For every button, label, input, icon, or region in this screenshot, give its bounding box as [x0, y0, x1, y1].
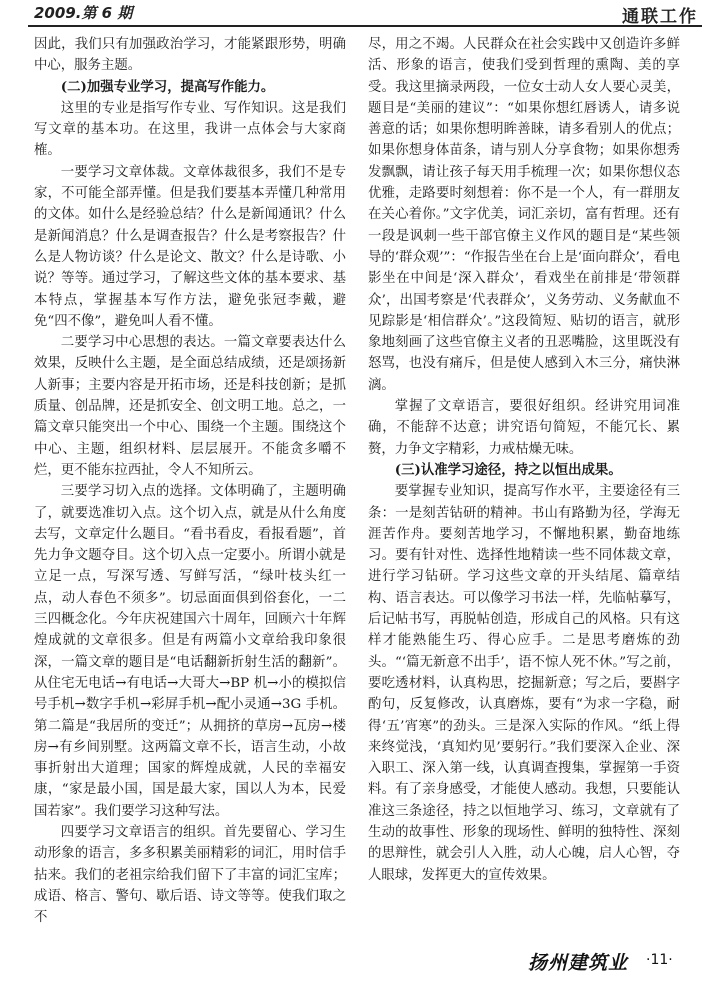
- paragraph: 三要学习切入点的选择。文体明确了，主题明确了，就要选准切入点。这个切入点，就是从什么角度去写，文章定什么题目。“看书看皮，看报看题”，首先力争文题夺目。这个切入点一定要小。所谓小就是立足一点，写深写透、写鲜写活，“绿叶枝头红一点，动人春色不须多”。切忌面面俱到俗套化，一二三四概念化。今年庆祝建国六十周年，回顾六十年辉煌成就的文章很多。但是有两篇小文章给我印象很深，一篇文章的题目是“电话翻新折射生活的翻新”。从住宅无电话→有电话→大哥大→BP 机→小的模拟信号手机→数字手机→彩屏手机→配小灵通→3G 手机。第二篇是“我居所的变迁”；从拥挤的草房→瓦房→楼房→有乡间别墅。这两篇文章不长，语言生动，小故事折射出大道理；国家的辉煌成就，人民的幸福安康，“家是最小国，国是最大家，国以人为本，民爱国若家”。我们要学习这种写法。: [34, 484, 346, 819]
- paragraph: 一要学习文章体裁。文章体裁很多，我们不是专家，不可能全部弄懂。但是我们要基本弄懂几种常用的文体。如什么是经验总结？什么是新闻通讯？什么是新闻消息？什么是调查报告？什么是考察报告？什么是人物访谈？什么是论文、散文？什么是诗歌、小说？等等。通过学习，了解这些文体的基本要求、基本特点，掌握基本写作方法，避免张冠李戴，避免“四不像”，避免叫人看不懂。: [34, 164, 346, 329]
- header-rule: [28, 25, 702, 27]
- left-column: [34, 34, 346, 928]
- page-number: ·11·: [646, 952, 673, 968]
- section-heading: (三)认准学习途径，持之以恒出成果。: [394, 461, 622, 478]
- column-title: 通联工作: [622, 7, 698, 27]
- paragraph: 这里的专业是指写作专业、写作知识。这是我们写文章的基本功。在这里，我讲一点体会与大家商榷。: [34, 100, 346, 159]
- paragraph: 尽，用之不竭。人民群众在社会实践中又创造许多鲜活、形象的语言，使我们受到哲理的熏陶、美的享受。我这里摘录两段，一位女士动人女人要心灵美，题目是“美丽的建议”：“如果你想红唇诱人，请多说善意的话；如果你想明眸善睐，请多看别人的优点；如果你想身体苗条，请与别人分享食物；如果你想秀发飘飘，请让孩子每天用手梳理一次；如果你想仪态优雅，走路要时刻想着：你不是一个人，有一群朋友在关心着你。”文字优美，词汇亲切，富有哲理。还有一段是讽刺一些干部官僚主义作风的题目是“某些领导的‘群众观’”：“作报告坐在台上是‘面向群众’，看电影坐在中间是‘深入群众’，看戏坐在前排是‘带领群众’，出国考察是‘代表群众’，义务劳动、义务献血不见踪影是‘相信群众’。”这段简短、贴切的语言，就形象地刻画了这些官僚主义者的丑恶嘴脸，这里既没有怒骂，也没有痛斥，但是使人感到入木三分，痛快淋漓。: [368, 37, 680, 393]
- right-column: [368, 34, 680, 886]
- paragraph: 二要学习中心思想的表达。一篇文章要表达什么效果，反映什么主题，是全面总结成绩，还是颂扬新人新事；主要内容是开拓市场，还是科技创新；是抓质量、创品牌，还是抓安全、创文明工地。总之，一篇文章只能突出一个中心、围绕一个主题。围绕这个中心、主题，组织材料、层层展开。不能贪多嚼不烂，更不能东拉西扯，令人不知所云。: [34, 335, 346, 478]
- paragraph: 因此，我们只有加强政治学习，才能紧跟形势，明确中心，服务主题。: [34, 37, 346, 74]
- section-heading: (二)加强专业学习，提高写作能力。: [60, 78, 275, 95]
- paragraph: 四要学习文章语言的组织。首先要留心、学习生动形象的语言，多多积累美丽精彩的词汇，用时信手拈来。我们的老祖宗给我们留下了丰富的词汇宝库；成语、格言、警句、歇后语、诗文等等。使我们取之不: [34, 824, 346, 926]
- paragraph: 要掌握专业知识，提高写作水平，主要途径有三条：一是刻苦钻研的精神。书山有路勤为径，学海无涯苦作舟。要刻苦地学习，不懈地积累，勤奋地练习。要有针对性、选择性地精读一些不同体裁文章，进行学习钻研。学习这些文章的开头结尾、篇章结构、语言表达。可以像学习书法一样，先临帖摹写，后记帖书写，再脱帖创造，形成自己的风格。只有这样才能熟能生巧、得心应手。二是思考磨炼的劲头。“‘篇无新意不出手’，语不惊人死不休。”写之前，要吃透材料，认真构思，挖掘新意；写之后，要斟字酌句，反复修改，认真磨炼，要有“为求一字稳，耐得‘五’宵寒”的劲头。三是深入实际的作风。“纸上得来终觉浅，‘真知灼见’要躬行。”我们要深入企业、深入职工、深入第一线，认真调查搜集，掌握第一手资料。有了亲身感受，才能使人感动。我想，只要能认准这三条途径，持之以恒地学习、练习，文章就有了生动的故事性、形象的现场性、鲜明的独特性、深刻的思辩性，就会引人入胜，动人心魄，启人心智，夺人眼球，发挥更大的宣传效果。: [368, 484, 680, 883]
- paragraph: 掌握了文章语言，要很好组织。经讲究用词准确，不能辞不达意；讲究语句简短，不能冗长、累赘，力争文字精彩，力戒枯燥无味。: [368, 399, 680, 457]
- footer-brand: 扬州建筑业: [528, 952, 629, 974]
- page-header: [0, 0, 720, 30]
- issue-label: 2009.第 6 期: [34, 4, 133, 22]
